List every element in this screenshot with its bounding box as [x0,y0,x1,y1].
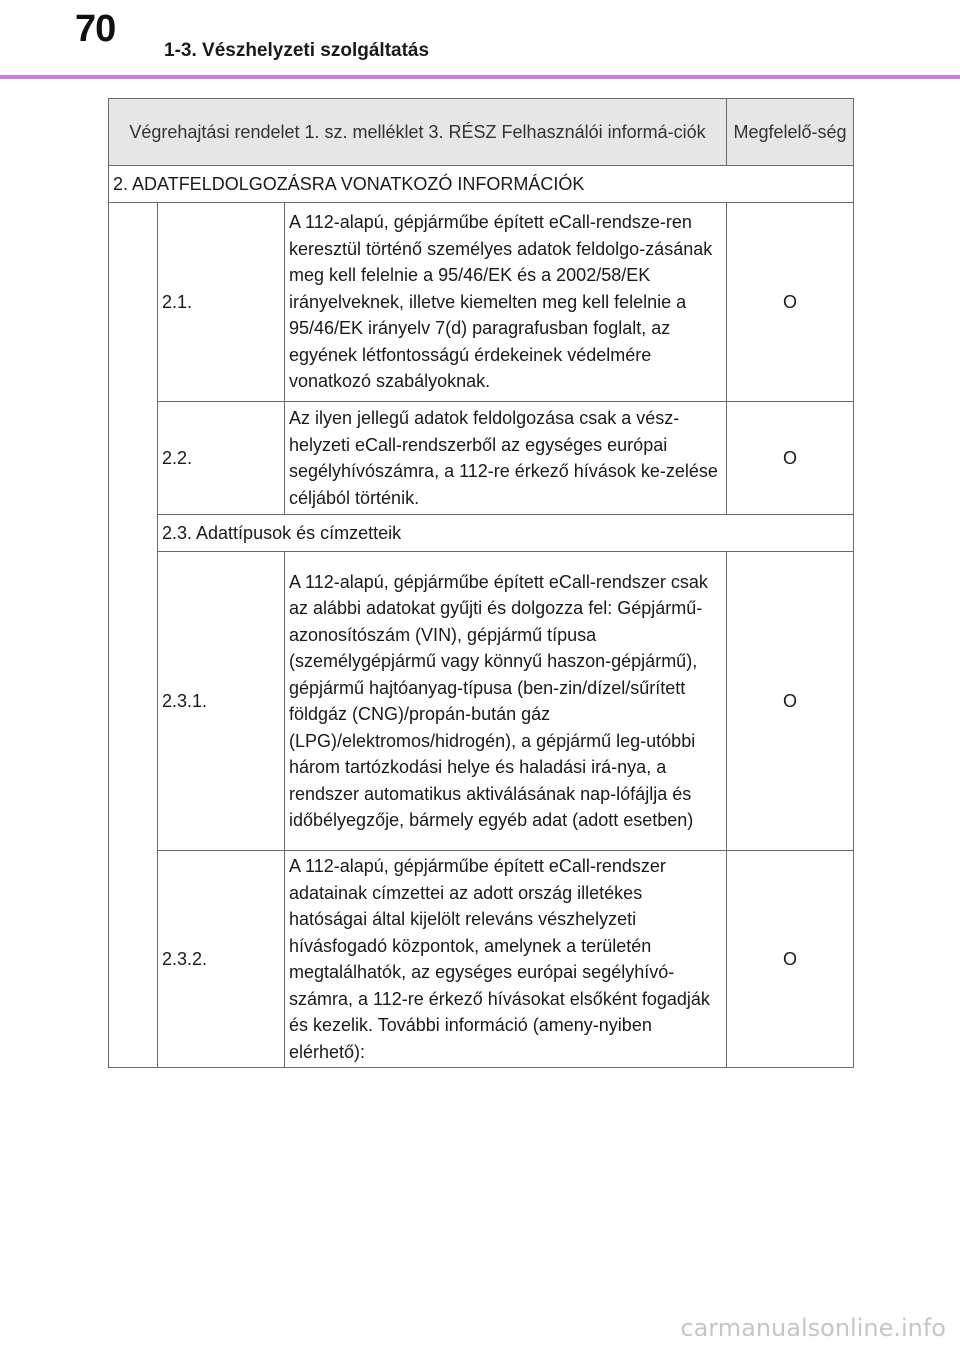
row-number: 2.3.2. [158,851,285,1068]
row-number: 2.3.1. [158,552,285,851]
row-conformity: O [727,851,854,1068]
page-header [0,0,960,80]
indent-cell [109,203,158,1068]
row-text: A 112-alapú, gépjárműbe épített eCall-rendszer csak az alábbi adatokat gyűjti és dolgozza fel: Gépjármű-azonosítószám (VIN), gépjármű típusa (személygépjármű vagy könnyű haszon-gépjármű), gépjármű hajtóanyag-típusa (ben-zin/dízel/sűrített földgáz (CNG)/propán-bután gáz (LPG)/elektromos/hidrogén), a gépjármű leg-utóbbi három tartózkodási helye és haladási irá-nya, a rendszer automatikus aktiválásának nap-lófájlja és időbélyegzője, bármely egyéb adat (adott esetben) [285,552,727,851]
row-text: A 112-alapú, gépjárműbe épített eCall-rendszer adatainak címzettei az adott ország illetékes hatóságai által kijelölt releváns vészhelyzeti hívásfogadó központok, amelynek a területén megtalálhatók, az egységes európai segélyhívó-számra, a 112-re érkező hívásokat elsőként fogadják és kezelik. További információ (ameny-nyiben elérhető): [285,851,727,1068]
column-header-requirement: Végrehajtási rendelet 1. sz. melléklet 3. RÉSZ Felhasználói informá-ciók [109,99,727,166]
row-conformity: O [727,203,854,402]
table-row [109,203,854,402]
subsection-heading: 2.3. Adattípusok és címzetteik [158,515,854,552]
section-title: 1-3. Vészhelyzeti szolgáltatás [164,40,430,61]
row-conformity: O [727,552,854,851]
section-row [109,166,854,203]
table-row [109,552,854,851]
subsection-row [109,515,854,552]
section-heading: 2. ADATFELDOLGOZÁSRA VONATKOZÓ INFORMÁCIÓK [109,166,854,203]
header-rule [0,75,960,79]
table-row [109,402,854,515]
table-row [109,851,854,1068]
row-conformity: O [727,402,854,515]
row-number: 2.1. [158,203,285,402]
column-header-conformity: Megfelelő-ség [727,99,854,166]
table-header-row [109,99,854,166]
row-number: 2.2. [158,402,285,515]
page-number: 70 [75,8,116,50]
spec-table [108,98,854,1068]
row-text: Az ilyen jellegű adatok feldolgozása csak a vész-helyzeti eCall-rendszerből az egységes európai segélyhívószámra, a 112-re érkező hívások ke-zelése céljából történik. [285,402,727,515]
row-text: A 112-alapú, gépjárműbe épített eCall-rendsze-ren keresztül történő személyes adatok feldolgo-zásának meg kell felelnie a 95/46/EK és a 2002/58/EK irányelveknek, illetve kiemelten meg kell felelnie a 95/46/EK irányelv 7(d) paragrafusban foglalt, az egyének létfontosságú érdekeinek védelmére vonatkozó szabályoknak. [285,203,727,402]
watermark: carmanualsonline.info [680,1314,946,1342]
